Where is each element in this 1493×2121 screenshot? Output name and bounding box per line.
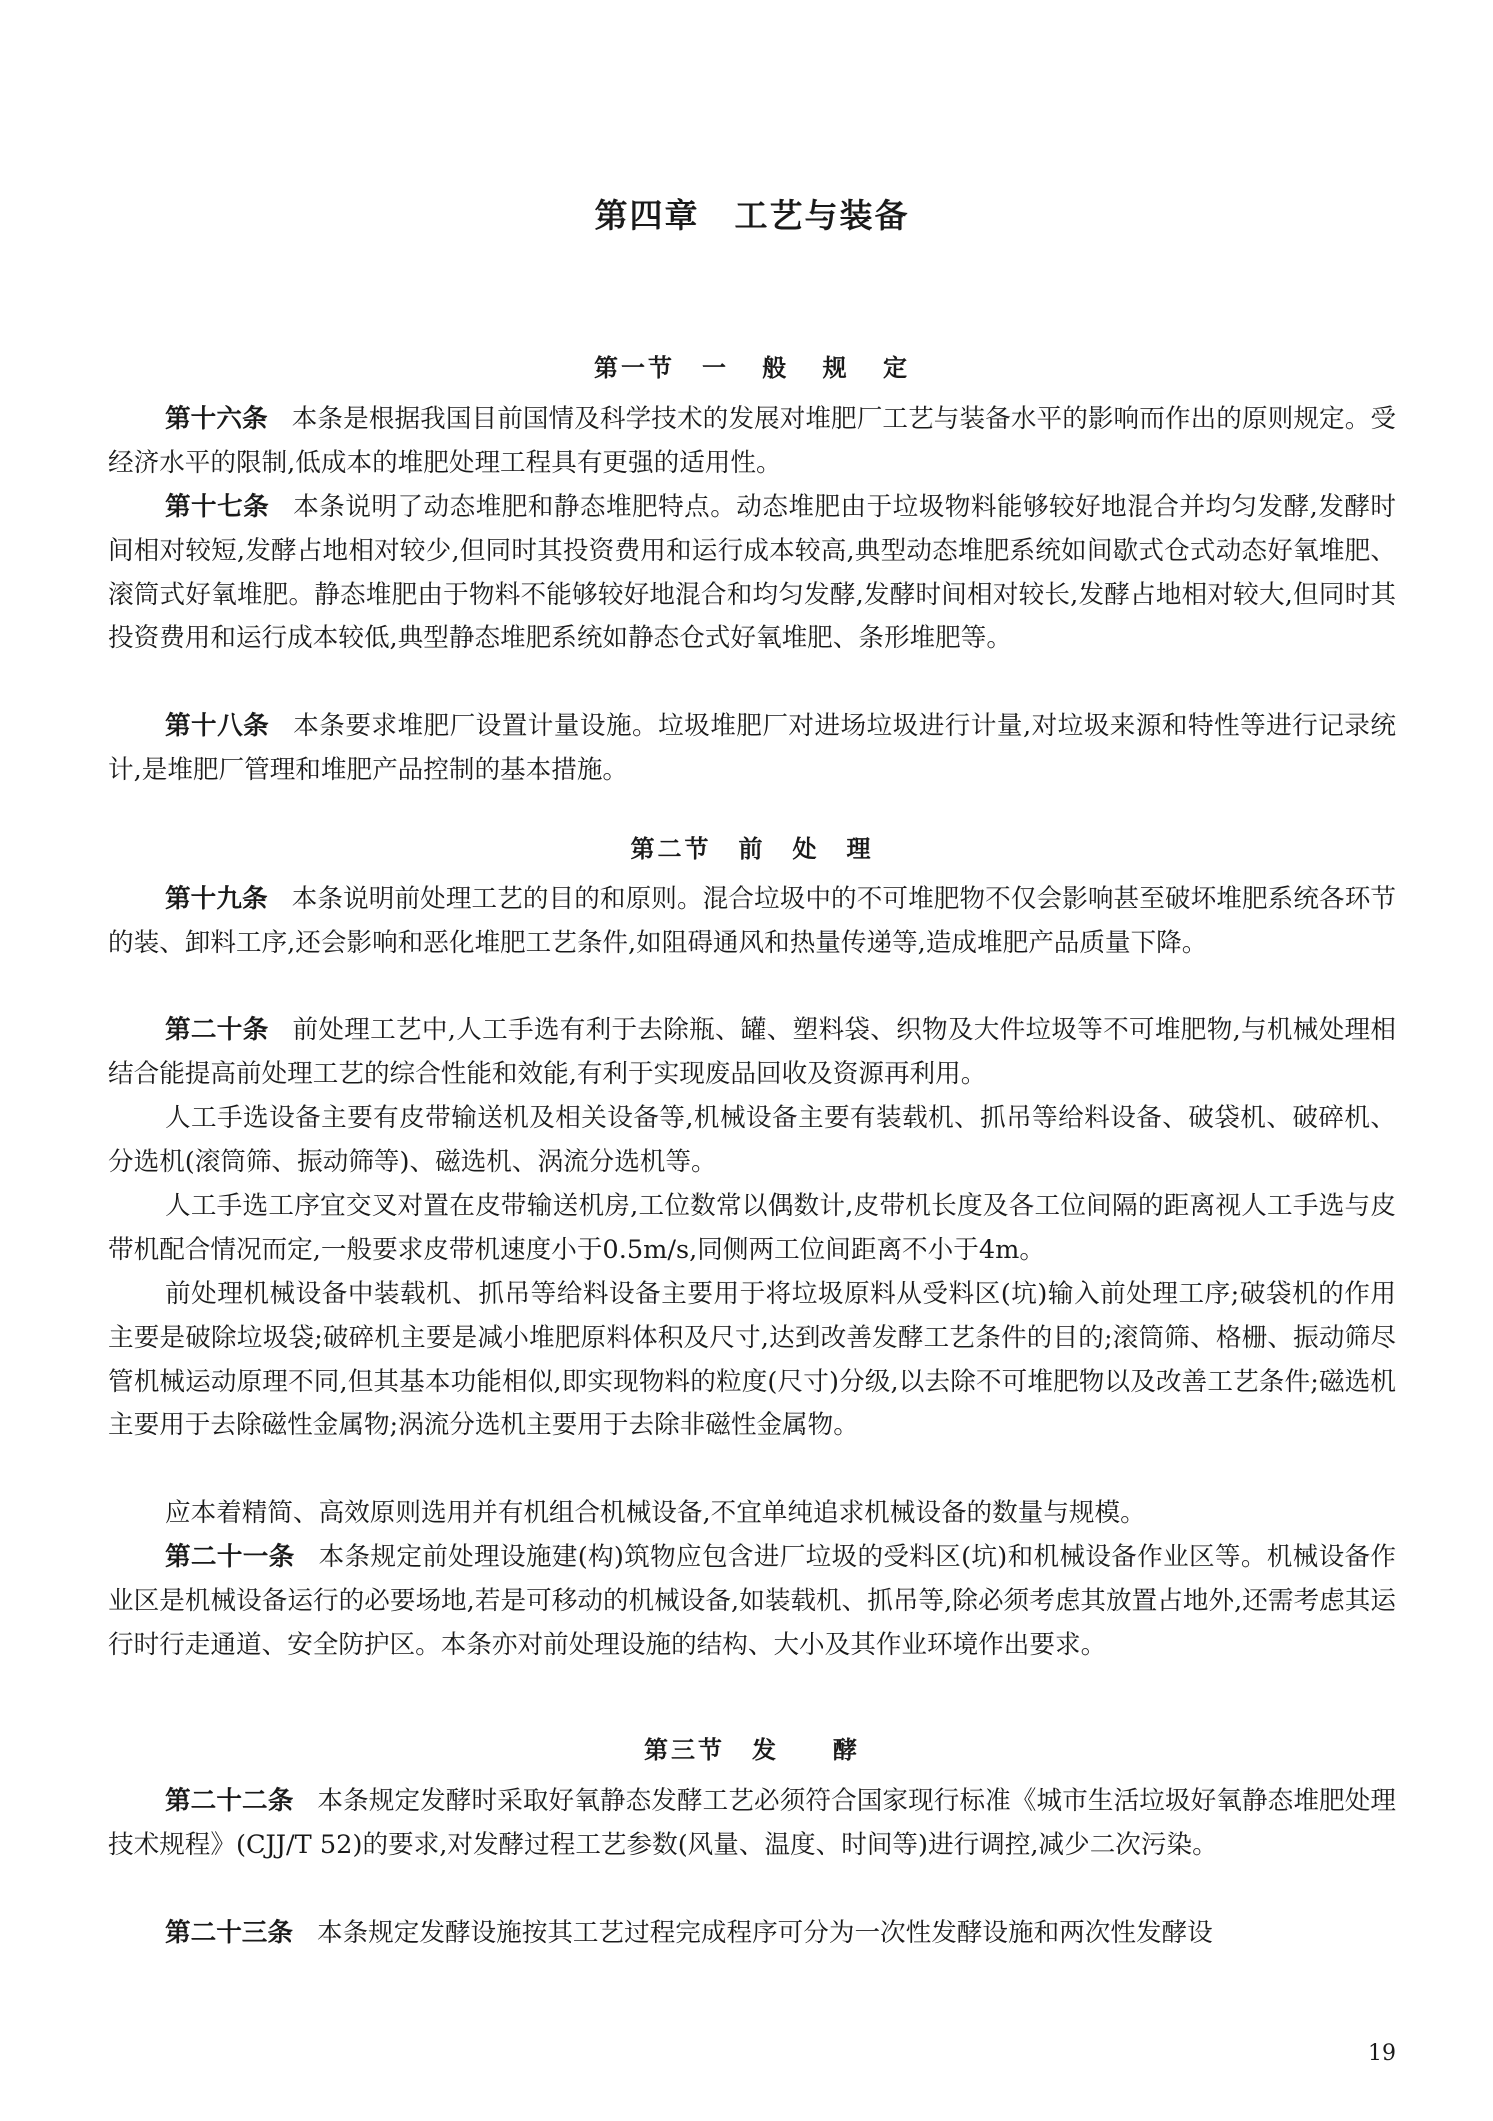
- paragraph-article-20: [108, 1009, 1396, 1097]
- paragraph-text: 人工手选设备主要有皮带输送机及相关设备等,机械设备主要有装载机、抓吊等给料设备、破袋机、破碎机、分选机(滚筒筛、振动筛等)、磁选机、涡流分选机等。: [108, 1103, 1396, 1177]
- paragraph-text: 前处理工艺中,人工手选有利于去除瓶、罐、塑料袋、织物及大件垃圾等不可堆肥物,与机械处理相结合能提高前处理工艺的综合性能和效能,有利于实现废品回收及资源再利用。: [108, 1015, 1396, 1089]
- paragraph-article-17: [108, 486, 1396, 661]
- paragraph-text: 本条规定发酵设施按其工艺过程完成程序可分为一次性发酵设施和两次性发酵设: [316, 1918, 1213, 1948]
- paragraph-article-16: [108, 398, 1396, 486]
- paragraph-text: 本条说明前处理工艺的目的和原则。混合垃圾中的不可堆肥物不仅会影响甚至破坏堆肥系统各环节的装、卸料工序,还会影响和恶化堆肥工艺条件,如阻碍通风和热量传递等,造成堆肥产品质量下降。: [108, 884, 1396, 958]
- article-label: 第二十二条: [165, 1786, 294, 1816]
- page-number: 19: [1368, 2041, 1396, 2066]
- paragraph-mechanical-equipment: [108, 1273, 1396, 1448]
- paragraph-equipment-principle: [108, 1492, 1396, 1536]
- article-label: 第二十条: [165, 1015, 269, 1045]
- section-title-1: 第一节 一 般 规 定: [593, 354, 911, 382]
- article-label: 第十八条: [165, 711, 270, 741]
- paragraph-text: 本条规定前处理设施建(构)筑物应包含进厂垃圾的受料区(坑)和机械设备作业区等。机械设备作业区是机械设备运行的必要场地,若是可移动的机械设备,如装载机、抓吊等,除必须考虑其放置占地外,还需考虑其运行时行走通道、安全防护区。本条亦对前处理设施的结构、大小及其作业环境作出要求。: [108, 1542, 1396, 1660]
- article-label: 第二十三条: [165, 1918, 293, 1948]
- article-label: 第十六条: [165, 404, 268, 434]
- paragraph-text: 前处理机械设备中装载机、抓吊等给料设备主要用于将垃圾原料从受料区(坑)输入前处理工序;破袋机的作用主要是破除垃圾袋;破碎机主要是减小堆肥原料体积及尺寸,达到改善发酵工艺条件的目的;滚筒筛、格栅、振动筛尽管机械运动原理不同,但其基本功能相似,即实现物料的粒度(尺寸)分级,以去除不可堆肥物以及改善工艺条件;磁选机主要用于去除磁性金属物;涡流分选机主要用于去除非磁性金属物。: [108, 1279, 1396, 1441]
- paragraph-text: 本条说明了动态堆肥和静态堆肥特点。动态堆肥由于垃圾物料能够较好地混合并均匀发酵,发酵时间相对较短,发酵占地相对较少,但同时其投资费用和运行成本较高,典型动态堆肥系统如间歇式仓式动态好氧堆肥、滚筒式好氧堆肥。静态堆肥由于物料不能够较好地混合和均匀发酵,发酵时间相对较长,发酵占地相对较大,但同时其投资费用和运行成本较低,典型静态堆肥系统如静态仓式好氧堆肥、条形堆肥等。: [108, 492, 1396, 654]
- article-label: 第十七条: [165, 492, 270, 522]
- paragraph-text: 应本着精简、高效原则选用并有机组合机械设备,不宜单纯追求机械设备的数量与规模。: [165, 1498, 1146, 1528]
- paragraph-text: 本条要求堆肥厂设置计量设施。垃圾堆肥厂对进场垃圾进行计量,对垃圾来源和特性等进行记录统计,是堆肥厂管理和堆肥产品控制的基本措施。: [108, 711, 1396, 785]
- article-label: 第十九条: [165, 884, 268, 914]
- paragraph-text: 本条规定发酵时采取好氧静态发酵工艺必须符合国家现行标准《城市生活垃圾好氧静态堆肥处理技术规程》(CJJ/T 52)的要求,对发酵过程工艺参数(风量、温度、时间等)进行调控,减少二次污染。: [108, 1786, 1396, 1860]
- paragraph-text: 本条是根据我国目前国情及科学技术的发展对堆肥厂工艺与装备水平的影响而作出的原则规定。受经济水平的限制,低成本的堆肥处理工程具有更强的适用性。: [108, 404, 1396, 478]
- paragraph-article-21: [108, 1536, 1396, 1667]
- paragraph-article-18: [108, 705, 1396, 793]
- chapter-title: 第四章 工艺与装备: [594, 196, 910, 235]
- paragraph-article-23: [108, 1912, 1396, 1956]
- paragraph-manual-sorting: [108, 1185, 1396, 1273]
- section-title-2: 第二节 前 处 理: [630, 835, 874, 863]
- section-title-3: 第三节 发 酵: [644, 1736, 860, 1764]
- article-label: 第二十一条: [165, 1542, 295, 1572]
- paragraph-article-22: [108, 1780, 1396, 1868]
- paragraph-sorting-equipment: [108, 1097, 1396, 1185]
- paragraph-text: 人工手选工序宜交叉对置在皮带输送机房,工位数常以偶数计,皮带机长度及各工位间隔的距离视人工手选与皮带机配合情况而定,一般要求皮带机速度小于0.5m/s,同侧两工位间距离不小于4m。: [108, 1191, 1396, 1265]
- paragraph-article-19: [108, 878, 1396, 966]
